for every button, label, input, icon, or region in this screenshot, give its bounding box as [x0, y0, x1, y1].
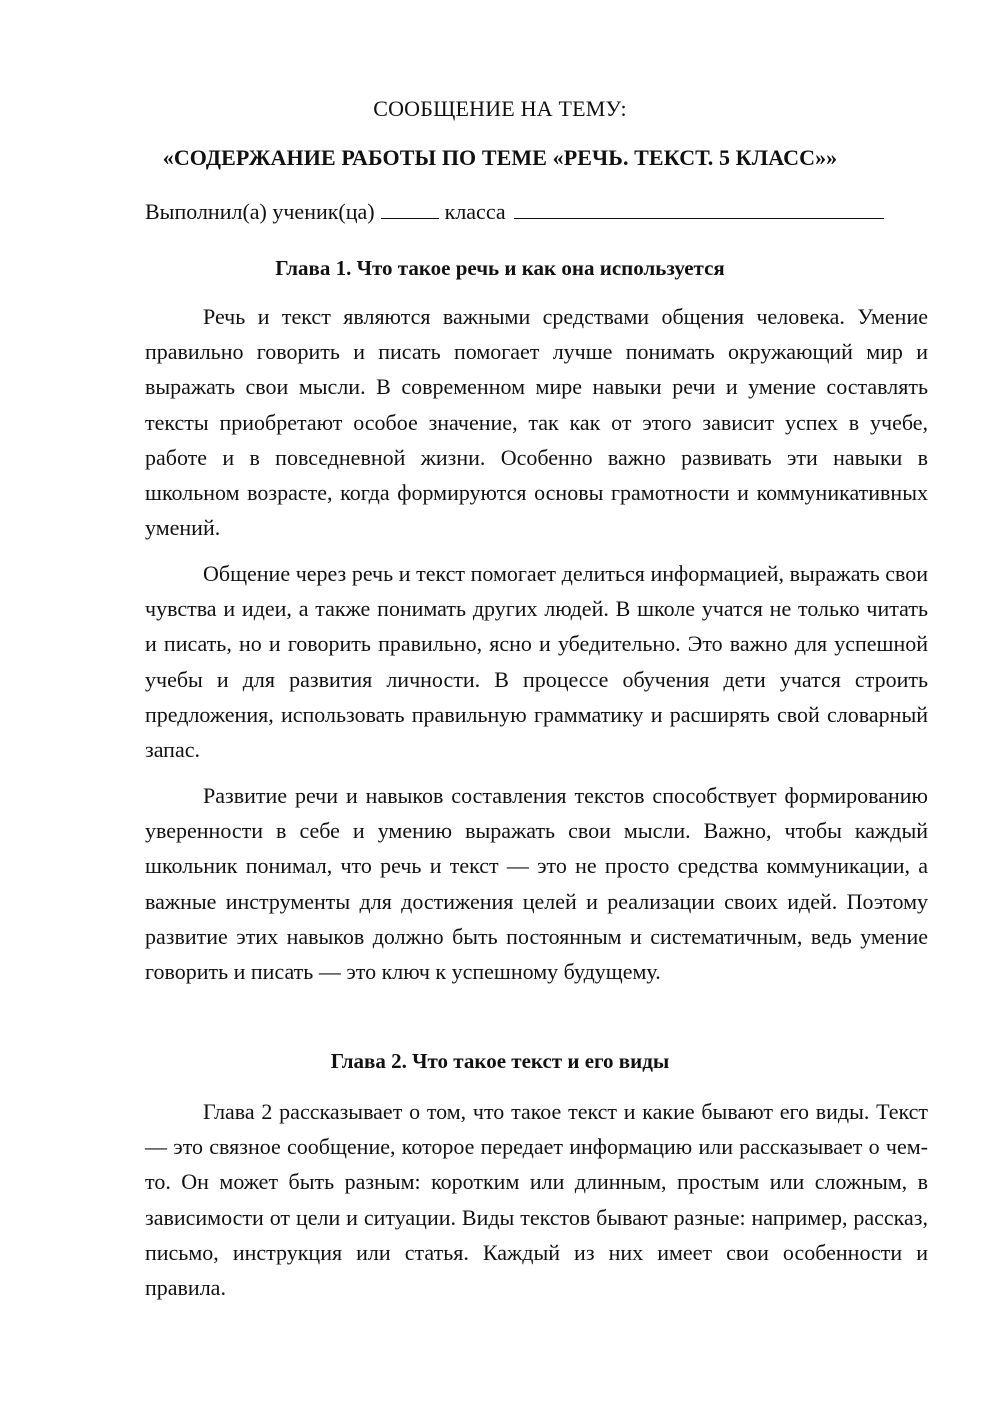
class-number-blank — [381, 198, 439, 219]
document-title-line1: СООБЩЕНИЕ НА ТЕМУ: — [373, 96, 627, 121]
chapter1-paragraph-3: Развитие речи и навыков составления текстов способствует формированию уверенности в себе и умению выражать свои мысли. Важно, чтобы каждый школьник понимал, что речь и текст — это не просто средства коммуникации, а важные инструменты для достижения целей и реализации своих идей. Поэтому развитие этих навыков должно быть постоянным и систематичным, ведь умение говорить и писать — это ключ к успешному будущему. — [145, 783, 928, 985]
student-name-blank — [514, 198, 884, 219]
chapter2-heading: Глава 2. Что такое текст и его виды — [330, 1049, 670, 1073]
document-title-line2: «СОДЕРЖАНИЕ РАБОТЫ ПО ТЕМЕ «РЕЧЬ. ТЕКСТ. 5 КЛАСС»» — [162, 145, 838, 170]
chapter2-paragraph-1: Глава 2 рассказывает о том, что такое текст и какие бывают его виды. Текст — это связное сообщение, которое передает информацию или рассказывает о чем-то. Он может быть разным: коротким или длинным, простым или сложным, в зависимости от цели и ситуации. Виды текстов бывают разные: например, рассказ, письмо, инструкция или статья. Каждый из них имеет свои особенности и правила. — [145, 1099, 928, 1301]
student-info-line — [145, 198, 935, 225]
chapter1-paragraph-2: Общение через речь и текст помогает делиться информацией, выражать свои чувства и идеи, а также понимать других людей. В школе учатся не только читать и писать, но и говорить правильно, ясно и убедительно. Это важно для успешной учебы и для развития личности. В процессе обучения дети учатся строить предложения, использовать правильную грамматику и расширять свой словарный запас. — [145, 561, 928, 763]
chapter1-paragraph-1: Речь и текст являются важными средствами общения человека. Умение правильно говорить и писать помогает лучше понимать окружающий мир и выражать свои мысли. В современном мире навыки речи и умение составлять тексты приобретают особое значение, так как от этого зависит успех в учебе, работе и в повседневной жизни. Особенно важно развивать эти навыки в школьном возрасте, когда формируются основы грамотности и коммуникативных умений. — [145, 304, 928, 541]
chapter1-heading: Глава 1. Что такое речь и как она используется — [275, 256, 725, 280]
class-label: класса — [444, 199, 506, 224]
student-label: Выполнил(а) ученик(ца) — [145, 199, 375, 224]
